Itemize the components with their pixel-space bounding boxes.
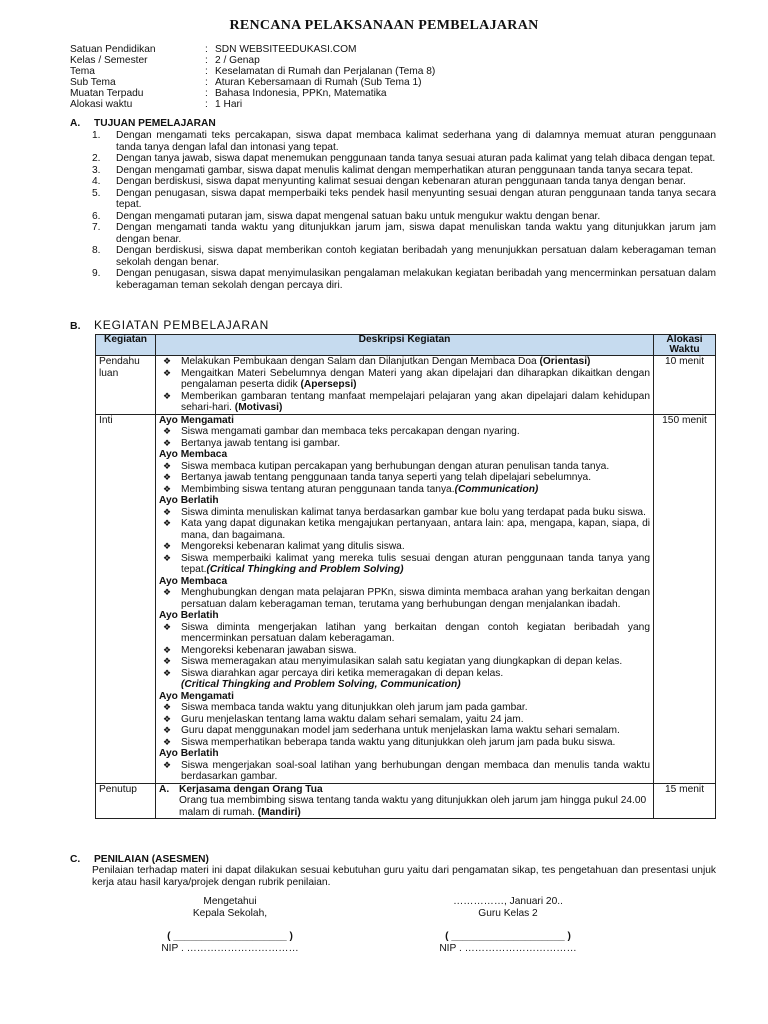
subheading: Ayo Mengamati [159,690,234,702]
identity-block [70,44,435,110]
item-number: 5. [92,187,101,199]
signature-nip: NIP . …………………………… [161,942,299,954]
item-number: A. [159,783,170,795]
item-text: Membimbing siswa tentang aturan penggunaan tanda tanya.(Communication) [181,483,539,495]
item-text: Dengan mengamati putaran jam, siswa dapat mengenal satuan baku untuk mengukur waktu dengan benar. [116,210,601,222]
column-header: Deskripsi Kegiatan [156,335,654,356]
page-title: RENCANA PELAKSANAAN PEMBELAJARAN [229,18,539,33]
section-b-heading [70,320,269,333]
identity-row [70,88,435,99]
list-item [92,211,716,223]
closing-heading: Kerjasama dengan Orang Tua [179,783,323,795]
identity-key: Tema [70,66,95,77]
section-mark: A. [70,118,81,129]
item-text: Menghubungkan dengan mata pelajaran PPKn, siswa diminta membaca arahan yang berkaitan dengan persatuan dalam keberagaman teman, terutama yang berhubungan dengan menjalankan ibadah. [181,587,650,610]
list-item [92,268,716,291]
item-text: Siswa diminta menuliskan kalimat tanya berdasarkan gambar kue bolu yang terdapat pada buku siswa. [181,506,646,518]
diamond-bullet-icon: ❖ [163,390,172,401]
identity-value: Bahasa Indonesia, PPKn, Matematika [215,88,387,99]
identity-key: Muatan Terpadu [70,88,144,99]
diamond-bullet-icon: ❖ [163,759,172,770]
identity-row [70,99,435,110]
signature-name: ( ____________________ ) [445,931,571,942]
diamond-bullet-icon: ❖ [163,506,172,517]
list-item [159,725,650,737]
subheading: Ayo Mengamati [159,414,234,426]
diamond-bullet-icon: ❖ [163,587,172,597]
signature-left [140,896,320,954]
table-header-row [96,335,716,356]
list-item [159,737,650,749]
item-text: Siswa memperbaiki kalimat yang mereka tulis sesuai dengan aturan penggunaan tanda tanya yang tepat.(Critical Thingking and Problem Solving) [181,552,650,575]
diamond-bullet-icon: ❖ [163,437,172,448]
list-item [92,165,716,177]
subheading: Ayo Berlatih [159,748,219,759]
item-number: 8. [92,245,101,256]
item-text: Guru menjelaskan tentang lama waktu dalam sehari semalam, yaitu 24 jam. [181,713,524,725]
skill-note: (Critical Thingking and Problem Solving, Communication) [181,679,461,690]
list-item [159,645,650,657]
list-item [159,714,650,726]
identity-colon: : [205,88,208,99]
closing-text: Orang tua membimbing siswa tentang tanda waktu yang ditunjukkan oleh jarum jam hingga pukul 24.00 malam di rumah. [179,795,647,818]
item-text: Mengoreksi kebenaran kalimat yang ditulis siswa. [181,541,405,552]
section-title: TUJUAN PEMELAJARAN [94,118,216,129]
diamond-bullet-icon: ❖ [163,541,172,551]
time-allocation: 15 menit [654,783,716,819]
list-item [159,668,650,680]
table-row [96,783,716,819]
item-number: 4. [92,176,101,187]
identity-key: Satuan Pendidikan [70,44,156,55]
identity-row [70,55,435,66]
identity-key: Sub Tema [70,77,116,88]
section-mark: C. [70,854,81,865]
diamond-bullet-icon: ❖ [163,656,172,666]
item-text: Siswa memeragakan atau menyimulasikan salah satu kegiatan yang diungkapkan di depan kelas. [181,656,623,667]
identity-row [70,44,435,55]
item-text: Siswa mengamati gambar dan membaca teks percakapan dengan nyaring. [181,426,520,437]
activity-description [156,356,654,415]
list-item [159,391,650,414]
diamond-bullet-icon: ❖ [163,736,172,747]
subheading: Ayo Berlatih [159,610,219,621]
diamond-bullet-icon: ❖ [163,621,172,632]
activity-description [156,414,654,783]
table-row [96,414,716,783]
item-text: Siswa membaca tanda waktu yang ditunjukkan oleh jarum jam pada gambar. [181,702,528,713]
item-text: Siswa diarahkan agar percaya diri ketika memeragakan di depan kelas. [181,667,504,679]
list-item [159,368,650,391]
item-number: 7. [92,222,101,233]
list-item [159,356,650,368]
signature-right [418,896,598,954]
item-text: Dengan berdiskusi, siswa dapat menyunting kalimat sesuai dengan kebenaran aturan penggunaan tanda tanya dengan benar. [116,176,686,187]
item-text: Melakukan Pembukaan dengan Salam dan Dilanjutkan Dengan Membaca Doa (Orientasi) [181,356,591,367]
identity-value: Keselamatan di Rumah dan Perjalanan (Tema 8) [215,66,436,77]
item-text: Guru dapat menggunakan model jam sederhana untuk menjelaskan lama waktu sehari semalam. [181,725,620,736]
item-text: Dengan mengamati gambar, siswa dapat menulis kalimat dengan memperhatikan aturan penggunaan tanda tanya secara tepat. [116,164,694,176]
closing-item [159,784,650,819]
diamond-bullet-icon: ❖ [163,552,172,563]
list-item [159,472,650,484]
diamond-bullet-icon: ❖ [163,472,172,482]
activity-label: Inti [96,414,156,783]
identity-value: 1 Hari [215,99,243,110]
item-number: 9. [92,268,101,279]
item-text: Mengaitkan Materi Sebelumnya dengan Materi yang akan dipelajari dan diharapkan dikaitkan dengan pengalaman peserta didik (Apersepsi) [181,367,650,390]
list-item [159,484,650,496]
list-item [159,622,650,645]
section-mark: B. [70,320,81,332]
diamond-bullet-icon: ❖ [163,702,172,712]
list-item [159,553,650,576]
signature-line: ……………, Januari 20.. [453,896,563,907]
item-text: Kata yang dapat digunakan ketika mengajukan pertanyaan, antara lain: apa, mengapa, kapan, siapa, di mana, dan bagaimana. [181,518,650,541]
list-item [92,130,716,153]
diamond-bullet-icon: ❖ [163,725,172,735]
list-item [92,176,716,188]
diamond-bullet-icon: ❖ [163,644,172,655]
signature-role: Kepala Sekolah, [192,907,268,919]
identity-colon: : [205,99,208,110]
identity-value: 2 / Genap [215,55,260,66]
subheading: Ayo Berlatih [159,495,219,506]
list-item [159,656,650,668]
subheading: Ayo Membaca [159,575,228,587]
signature-nip: NIP . …………………………… [439,942,577,954]
list-item [92,153,716,165]
list-item [159,461,650,473]
activity-description [156,783,654,819]
activity-label: Pendahu luan [96,356,156,415]
item-text: Bertanya jawab tentang isi gambar. [181,437,341,449]
signature-role: Guru Kelas 2 [478,907,538,919]
diamond-bullet-icon: ❖ [163,483,172,494]
item-text: Siswa memperhatikan beberapa tanda waktu yang ditunjukkan oleh jarum jam pada buku siswa. [181,736,616,748]
diamond-bullet-icon: ❖ [163,367,172,378]
list-item [159,702,650,714]
signature-line: Mengetahui [203,896,257,907]
item-text: Mengoreksi kebenaran jawaban siswa. [181,644,357,656]
item-text: Dengan penugasan, siswa dapat memperbaiki teks pendek hasil menyunting sesuai dengan aturan penggunaan tanda tanya secara tepat. [116,187,716,210]
item-text: Memberikan gambaran tentang manfaat mempelajari pelajaran yang akan dipelajari dalam kehidupan sehari-hari. (Motivasi) [181,390,650,413]
signature-name: ( ____________________ ) [167,931,293,942]
identity-colon: : [205,66,208,77]
item-text: Siswa mengerjakan soal-soal latihan yang berhubungan dengan membaca dan menulis tanda waktu berdasarkan gambar. [181,759,650,782]
item-text: Siswa diminta mengerjakan latihan yang berkaitan dengan contoh kegiatan beribadah yang mencerminkan persatuan dalam keberagaman. [181,621,650,644]
identity-value: SDN WEBSITEEDUKASI.COM [215,44,357,55]
item-text: Dengan mengamati teks percakapan, siswa dapat membaca kalimat sederhana yang di dalamnya memuat aturan penggunaan tanda tanya dengan lafal dan intonasi yang tepat. [116,130,716,153]
list-item [159,518,650,541]
table-row [96,356,716,415]
item-text: Dengan penugasan, siswa dapat menyimulasikan pengalaman melakukan kegiatan beribadah yang mencerminkan persatuan dalam keberagaman teman sekolah dengan percaya diri. [116,268,716,291]
item-text: Dengan tanya jawab, siswa dapat menemukan penggunaan tanda tanya sesuai aturan pada kalimat yang telah dibaca dengan tepat. [116,153,716,164]
identity-colon: : [205,77,208,88]
section-title: PENILAIAN (ASESMEN) [94,854,209,865]
identity-value: Aturan Kebersamaan di Rumah (Sub Tema 1) [215,77,422,88]
identity-row [70,66,435,77]
section-a-heading [70,118,216,130]
identity-key: Alokasi waktu [70,99,133,110]
list-item [159,541,650,553]
identity-colon: : [205,55,208,66]
diamond-bullet-icon: ❖ [163,356,172,366]
item-number: 1. [92,130,101,141]
item-number: 6. [92,210,101,222]
list-item [159,426,650,438]
list-item [159,760,650,783]
section-title: KEGIATAN PEMBELAJARAN [94,318,270,332]
diamond-bullet-icon: ❖ [163,460,172,471]
item-number: 2. [92,153,101,164]
closing-tag: (Mandiri) [257,806,301,818]
subheading: Ayo Membaca [159,449,228,460]
diamond-bullet-icon: ❖ [163,713,172,724]
identity-row [70,77,435,88]
activity-label: Penutup [96,783,156,819]
diamond-bullet-icon: ❖ [163,667,172,678]
list-item [92,222,716,245]
item-text: Siswa membaca kutipan percakapan yang berhubungan dengan aturan penulisan tanda tanya. [181,460,610,472]
item-number: 3. [92,164,101,176]
objectives-list [92,130,716,291]
list-item [92,245,716,268]
item-text: Dengan mengamati tanda waktu yang ditunjukkan jarum jam, siswa dapat menuliskan tanda waktu yang ditunjukkan jarum jam dengan benar. [116,222,716,245]
identity-colon: : [205,44,208,55]
assessment-text: Penilaian terhadap materi ini dapat dilakukan sesuai kebutuhan guru yaitu dari pengamatan sikap, tes pengetahuan dan presentasi unjuk kerja atau hasil karya/projek dengan rubrik penilaian. [92,865,716,888]
section-c-heading [70,854,209,866]
diamond-bullet-icon: ❖ [163,426,172,436]
item-text: Bertanya jawab tentang penggunaan tanda tanya seperti yang telah dipelajari sebelumnya. [181,472,592,483]
activities-table [95,334,716,819]
list-item [159,438,650,450]
column-header: Kegiatan [96,335,156,356]
list-item [159,507,650,519]
list-item [92,188,716,211]
diamond-bullet-icon: ❖ [163,518,172,528]
list-item [159,587,650,610]
column-header: Alokasi Waktu [654,335,716,356]
identity-key: Kelas / Semester [70,55,148,66]
time-allocation: 10 menit [654,356,716,415]
time-allocation: 150 menit [654,414,716,783]
item-text: Dengan berdiskusi, siswa dapat memberikan contoh kegiatan beribadah yang menunjukkan persatuan dalam keberagaman teman sekolah dengan benar. [116,245,716,268]
